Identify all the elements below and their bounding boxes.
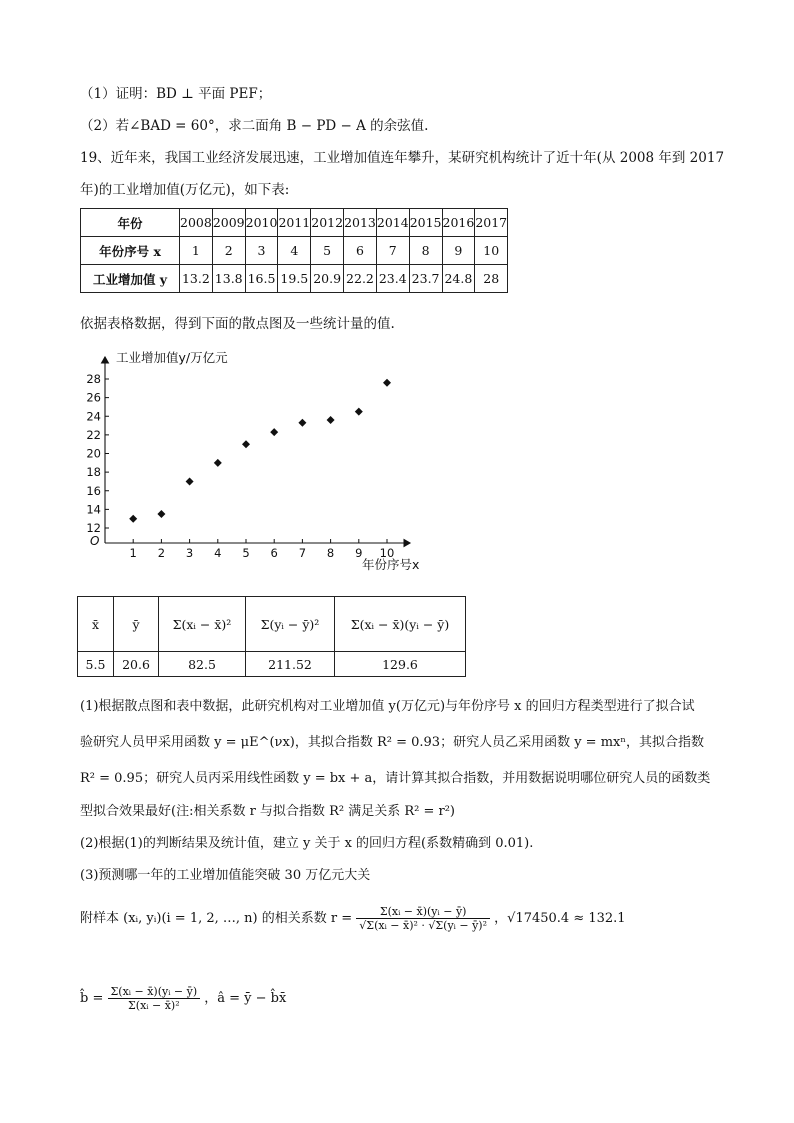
stats-header: Σ(xᵢ − x̄)(yᵢ − ȳ) xyxy=(335,597,466,652)
stats-value-row xyxy=(78,652,466,677)
table-cell: 2013 xyxy=(344,209,377,237)
stats-header: Σ(xᵢ − x̄)² xyxy=(159,597,246,652)
y-tick-label: 16 xyxy=(86,483,101,498)
a-equation: ，â = ȳ − b̂x̄ xyxy=(204,991,287,1006)
x-tick-label: 1 xyxy=(129,546,137,560)
table-cell: 13.8 xyxy=(212,265,245,293)
q1-line4: 型拟合效果最好(注:相关系数 r 与拟合指数 R² 满足关系 R² = r²) xyxy=(80,804,455,819)
table-cell: 10 xyxy=(475,237,508,265)
table-row-year xyxy=(81,209,508,237)
table-cell: 2010 xyxy=(245,209,278,237)
table-cell: 4 xyxy=(278,237,311,265)
table-cell: 24.8 xyxy=(442,265,475,293)
table-cell: 23.7 xyxy=(409,265,442,293)
table-cell: 5 xyxy=(311,237,344,265)
table-cell: 2014 xyxy=(376,209,409,237)
table-cell: 2 xyxy=(212,237,245,265)
attach-prefix: 附样本 (xᵢ, yᵢ)(i = 1, 2, …, n) 的相关系数 xyxy=(80,911,327,926)
stats-header: ȳ xyxy=(114,597,159,652)
y-tick-label: 28 xyxy=(86,372,101,386)
data-point xyxy=(186,477,194,485)
y-tick-label: 18 xyxy=(86,465,101,480)
y-tick-label: 12 xyxy=(86,521,101,535)
y-tick-label: 22 xyxy=(86,427,101,442)
b-symbol: b̂ = xyxy=(80,991,104,1006)
formula-r xyxy=(80,905,626,932)
table-cell: 2017 xyxy=(475,209,508,237)
x-tick-label: 7 xyxy=(298,546,307,560)
stats-header: Σ(yᵢ − ȳ)² xyxy=(246,597,335,652)
row-label: 年份 xyxy=(81,209,180,237)
table-cell: 2008 xyxy=(180,209,213,237)
table-row-y xyxy=(81,265,508,293)
table-cell: 13.2 xyxy=(180,265,213,293)
b-numerator: Σ(xᵢ − x̄)(yᵢ − ȳ) xyxy=(108,985,201,999)
table-cell: 6 xyxy=(344,237,377,265)
row-label: 工业增加值 y xyxy=(81,265,180,293)
q18-part2: （2）若∠BAD = 60°，求二面角 B − PD − A 的余弦值. xyxy=(80,118,429,134)
r-fraction xyxy=(356,905,490,932)
x-axis-label: 年份序号x xyxy=(362,557,420,572)
table-cell: 16.5 xyxy=(245,265,278,293)
q3-text: (3)预测哪一年的工业增加值能突破 30 万亿元大关 xyxy=(80,868,371,883)
table-cell: 2009 xyxy=(212,209,245,237)
y-tick-label: 20 xyxy=(86,446,101,461)
stats-value: 129.6 xyxy=(335,652,466,677)
q19-intro-line2: 年)的工业增加值(万亿元)，如下表: xyxy=(80,182,290,198)
origin-label: O xyxy=(90,534,100,548)
x-tick-label: 3 xyxy=(185,546,194,560)
y-tick-label: 24 xyxy=(86,409,101,424)
table-cell: 20.9 xyxy=(311,265,344,293)
y-tick-label: 14 xyxy=(86,502,101,517)
q18-part1: （1）证明：BD ⊥ 平面 PEF； xyxy=(80,86,272,102)
stats-value: 82.5 xyxy=(159,652,246,677)
data-point xyxy=(270,428,278,436)
r-numerator: Σ(xᵢ − x̄)(yᵢ − ȳ) xyxy=(356,905,490,919)
table-cell: 2016 xyxy=(442,209,475,237)
b-denominator: Σ(xᵢ − x̄)² xyxy=(128,999,180,1012)
table-cell: 8 xyxy=(409,237,442,265)
q1-line1: (1)根据散点图和表中数据，此研究机构对工业增加值 y(万亿元)与年份序号 x 的回归方程类型进行了拟合试 xyxy=(80,699,695,714)
table-cell: 28 xyxy=(475,265,508,293)
table-cell: 1 xyxy=(180,237,213,265)
x-tick-label: 8 xyxy=(326,546,335,560)
b-fraction xyxy=(108,985,201,1012)
row-label: 年份序号 x xyxy=(81,237,180,265)
sqrt-note: ，√17450.4 ≈ 132.1 xyxy=(494,911,626,926)
r-symbol: r = xyxy=(330,911,353,926)
data-point xyxy=(242,440,250,448)
after-table-text: 依据表格数据，得到下面的散点图及一些统计量的值. xyxy=(80,316,395,332)
stats-value: 5.5 xyxy=(78,652,114,677)
data-point xyxy=(214,459,222,467)
x-tick-label: 10 xyxy=(379,546,395,560)
stats-header-row xyxy=(78,597,466,652)
q19-intro-line1: 19、近年来，我国工业经济发展迅速，工业增加值连年攀升，某研究机构统计了近十年(从 2008 年到 2017 xyxy=(80,150,725,166)
stats-value: 211.52 xyxy=(246,652,335,677)
table-cell: 2011 xyxy=(278,209,311,237)
scatter-chart xyxy=(80,345,440,580)
table-row-x xyxy=(81,237,508,265)
r-denominator: √Σ(xᵢ − x̄)² · √Σ(yᵢ − ȳ)² xyxy=(359,919,488,932)
data-point xyxy=(355,408,363,416)
x-tick-label: 2 xyxy=(157,546,166,560)
table-cell: 2012 xyxy=(311,209,344,237)
y-axis-label: 工业增加值y/万亿元 xyxy=(116,350,228,365)
data-point xyxy=(327,416,335,424)
q2-text: (2)根据(1)的判断结果及统计值，建立 y 关于 x 的回归方程(系数精确到 0.01). xyxy=(80,836,534,851)
stats-table xyxy=(77,596,466,677)
data-point xyxy=(298,419,306,427)
x-tick-label: 9 xyxy=(355,546,363,560)
stats-header: x̄ xyxy=(78,597,114,652)
data-point xyxy=(383,379,391,387)
stats-value: 20.6 xyxy=(114,652,159,677)
table-cell: 23.4 xyxy=(376,265,409,293)
data-point xyxy=(157,510,165,518)
q1-line3: R² = 0.95；研究人员丙采用线性函数 y = bx + a，请计算其拟合指数，并用数据说明哪位研究人员的函数类 xyxy=(80,771,711,786)
table-cell: 9 xyxy=(442,237,475,265)
table-cell: 7 xyxy=(376,237,409,265)
table-cell: 19.5 xyxy=(278,265,311,293)
table-cell: 22.2 xyxy=(344,265,377,293)
y-tick-label: 26 xyxy=(86,390,101,405)
data-table xyxy=(80,208,508,293)
x-tick-label: 6 xyxy=(270,546,278,560)
formula-b xyxy=(80,985,286,1012)
table-cell: 3 xyxy=(245,237,278,265)
q1-line2: 验研究人员甲采用函数 y = μE^(νx)，其拟合指数 R² = 0.93；研究人员乙采用函数 y = mxⁿ，其拟合指数 xyxy=(80,735,704,750)
data-point xyxy=(129,515,137,523)
x-tick-label: 5 xyxy=(242,546,250,560)
x-tick-label: 4 xyxy=(214,546,222,560)
table-cell: 2015 xyxy=(409,209,442,237)
